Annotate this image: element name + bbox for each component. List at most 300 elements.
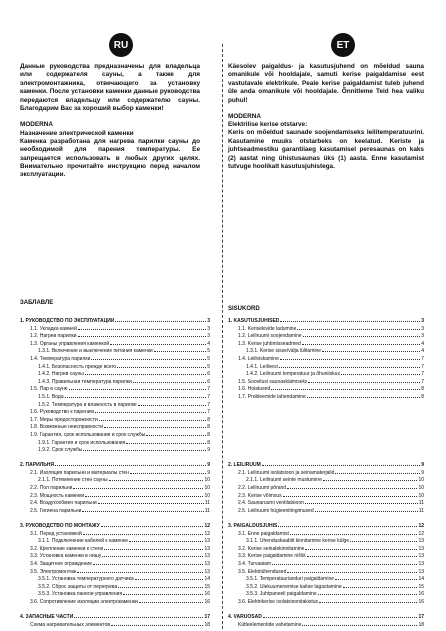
toc-entry-page: 9 — [207, 469, 210, 476]
toc-entry-label: 1.9.2. Срок службы — [38, 447, 83, 454]
toc-entry-page: 17 — [204, 614, 210, 621]
toc-leader-dots — [302, 341, 420, 345]
toc-entry-page: 16 — [204, 598, 210, 605]
toc-leader-dots — [126, 440, 206, 444]
toc-entry-page: 8 — [207, 439, 210, 446]
toc-entry-page: 8 — [207, 416, 210, 423]
toc-entry-page: 15 — [418, 583, 424, 590]
toc-entry-page: 16 — [418, 591, 424, 598]
toc-entry[interactable] — [228, 569, 424, 577]
toc-entry-page: 3 — [207, 325, 210, 332]
toc-spacer — [228, 455, 424, 463]
toc-entry-page: 11 — [418, 507, 424, 514]
toc-entry-page: 7 — [421, 371, 424, 378]
toc-leader-dots — [305, 500, 418, 504]
toc-entry-page: 4 — [421, 340, 424, 347]
toc-entry-label: 3.6. Elektrikerise isolatsioonitakistus — [238, 598, 319, 605]
toc-entry-page: 4 — [207, 340, 210, 347]
toc-entry-page: 4 — [421, 348, 424, 355]
toc-leader-dots — [343, 584, 418, 588]
toc-entry-label: 1.9. Гарантия, срок использования и срок службы — [30, 431, 146, 438]
toc-entry[interactable] — [20, 546, 210, 554]
toc-entry[interactable] — [228, 584, 424, 592]
toc-leader-dots — [280, 318, 420, 322]
toc-entry[interactable] — [20, 508, 210, 516]
toc-entry-page: 14 — [204, 576, 210, 583]
toc-entry[interactable] — [20, 440, 210, 448]
toc-entry-page: 10 — [418, 477, 424, 484]
toc-entry[interactable] — [20, 326, 210, 334]
toc-entry[interactable] — [20, 599, 210, 607]
toc-entry[interactable] — [228, 477, 424, 485]
toc-entry-page: 10 — [204, 485, 210, 492]
toc-entry[interactable] — [20, 470, 210, 478]
toc-entry-page: 15 — [204, 583, 210, 590]
toc-entry-label: 3.4. Защитное ограждение — [30, 561, 92, 567]
toc-spacer — [228, 402, 424, 410]
toc-leader-dots — [139, 599, 204, 603]
toc-entry-page: 8 — [421, 386, 424, 393]
toc-entry-label: 4. VARUOSAD — [228, 614, 262, 621]
toc-entry-label: 3.5.2. Сброс защиты от перегрева — [38, 583, 118, 590]
toc-entry[interactable] — [20, 333, 210, 341]
toc-entry-label: 1.5. Пар в сауне — [30, 386, 68, 393]
toc-entry-page: 13 — [418, 553, 424, 560]
toc-entry-label: 2.1. Изоляция парильни и материалы стен — [30, 469, 129, 476]
toc-entry-page: 6 — [207, 378, 210, 385]
toc-entry-label: 3. РУКОВОДСТВО ПО МОНТАЖУ — [20, 523, 100, 530]
toc-entry-page: 17 — [418, 614, 424, 621]
toc-leader-dots — [130, 470, 206, 474]
toc-entry[interactable] — [20, 318, 210, 326]
toc-leader-dots — [98, 500, 204, 504]
toc-entry-label: 1.6. Руководство к парению — [30, 409, 95, 416]
toc-leader-dots — [109, 477, 204, 481]
toc-leader-dots — [279, 364, 421, 368]
toc-entry[interactable] — [228, 462, 424, 470]
toc-leader-dots — [123, 591, 203, 595]
toc-entry-label: 1.2. Нагрев парилки — [30, 333, 77, 340]
toc-entry-page: 13 — [204, 538, 210, 545]
toc-entry[interactable] — [20, 424, 210, 432]
toc-leader-dots — [115, 318, 206, 322]
toc-leader-dots — [111, 622, 203, 626]
toc-leader-dots — [110, 341, 206, 345]
toc-entry-page: 12 — [204, 523, 210, 530]
toc-entry-page: 10 — [204, 477, 210, 484]
toc-leader-dots — [335, 470, 420, 474]
toc-entry-label: 1. KASUTUSJUHISED — [228, 318, 280, 324]
toc-entry-page: 6 — [207, 371, 210, 378]
toc-entry-label: 1.5.1. Вода — [38, 393, 64, 400]
toc-entry-label: 2. LEILIRUUM — [228, 462, 261, 469]
toc-entry-page: 18 — [418, 621, 424, 628]
toc-entry-page: 5 — [207, 363, 210, 370]
toc-leader-dots — [133, 379, 206, 383]
toc-entry-label: 3.2. Kerise seinalekinnitamine — [238, 545, 305, 552]
toc-leader-dots — [95, 409, 206, 413]
toc-entry-page: 10 — [204, 492, 210, 499]
toc-entry[interactable] — [20, 462, 210, 470]
toc-entry[interactable] — [20, 432, 210, 440]
intro-column-ru — [20, 63, 200, 180]
toc-entry-page: 13 — [204, 545, 210, 552]
intro-paragraph: Данные руководства предназначены для владельца или содержателя сауны, а также для электромонтажника, отвечающего за установку каменки. После установки каменки данные руководства передаются владельцу или содержателю сауны. Благодарим Вас за хороший выбор каменки! — [20, 63, 200, 113]
toc-entry[interactable] — [20, 348, 210, 356]
toc-entry-label: 2.4. Воздухообмен парильни — [30, 500, 97, 507]
toc-leader-dots — [118, 584, 203, 588]
toc-spacer — [228, 409, 424, 417]
toc-entry[interactable] — [20, 447, 210, 455]
toc-entry[interactable] — [20, 379, 210, 387]
toc-spacer — [228, 417, 424, 425]
toc-leader-dots — [308, 379, 420, 383]
toc-leader-dots — [318, 591, 418, 595]
toc-entry-page: 16 — [204, 591, 210, 598]
toc-entry[interactable] — [20, 493, 210, 501]
toc-entry[interactable] — [228, 531, 424, 539]
toc-leader-dots — [303, 333, 421, 337]
toc-leader-dots — [73, 485, 203, 489]
toc-entry[interactable] — [228, 326, 424, 334]
toc-entry-page: 16 — [418, 598, 424, 605]
toc-entry-label: 3.3. Kerise paigaldamine niššii — [238, 553, 306, 560]
toc-entry[interactable] — [20, 561, 210, 569]
toc-entry-label: 3.2. Крепление каменки к стене — [30, 545, 104, 552]
toc-entry[interactable] — [20, 622, 210, 630]
toc-leader-dots — [104, 546, 203, 550]
purpose-paragraph: Каменка разработана для нагрева парилки сауны до необходимой для парения температуры. Ее запрещается использовать в любых других целях. Внимательно прочитайте инструкцию перед началом эксплуатации. — [20, 137, 200, 179]
toc-entry[interactable] — [228, 485, 424, 493]
toc-entry-label: 3.5. Электромонтаж — [30, 568, 77, 575]
toc-entry[interactable] — [20, 591, 210, 599]
toc-entry[interactable] — [20, 614, 210, 622]
toc-entry-page: 13 — [204, 568, 210, 575]
toc-leader-dots — [101, 523, 204, 527]
toc-entry[interactable] — [20, 409, 210, 417]
toc-entry[interactable] — [228, 371, 424, 379]
toc-entry-page: 3 — [207, 318, 210, 324]
toc-entry[interactable] — [228, 553, 424, 561]
toc-leader-dots — [262, 462, 420, 466]
toc-entry-label: 3.1.1. Ühenduskaablit kinnitamine kerise külge — [246, 538, 350, 545]
toc-entry[interactable] — [228, 348, 424, 356]
toc-leader-dots — [290, 531, 418, 535]
toc-entry[interactable] — [20, 394, 210, 402]
toc-leader-dots — [319, 599, 417, 603]
toc-entry-page: 13 — [418, 538, 424, 545]
toc-entry[interactable] — [228, 356, 424, 364]
toc-entry[interactable] — [20, 500, 210, 508]
intro-column-et — [228, 63, 424, 171]
toc-spacer — [228, 447, 424, 455]
toc-entry[interactable] — [228, 538, 424, 546]
toc-leader-dots — [280, 356, 420, 360]
toc-entry-page: 11 — [204, 500, 210, 507]
toc-title: SISUKORD — [228, 306, 260, 312]
toc-entry-page: 8 — [207, 431, 210, 438]
toc-entry-label: 2.5. Leiliruumi hügieenitingimused — [238, 507, 314, 514]
toc-leader-dots — [85, 371, 206, 375]
toc-entry-label: 3.5.3. Установка панели управления — [38, 591, 123, 598]
toc-entry-page: 10 — [418, 492, 424, 499]
toc-leader-dots — [341, 371, 420, 375]
table-of-contents-ru — [20, 318, 210, 629]
table-of-contents-et — [228, 318, 424, 629]
toc-leader-dots — [278, 523, 417, 527]
toc-entry[interactable] — [228, 622, 424, 630]
toc-entry[interactable] — [20, 523, 210, 531]
toc-entry-label: 2. ПАРИЛЬНЯ — [20, 462, 54, 469]
toc-entry-label: 1.3.1. Kerise sisse/välja lülitamine — [246, 348, 322, 355]
toc-entry[interactable] — [228, 493, 424, 501]
toc-entry-page: 8 — [421, 393, 424, 400]
toc-entry-label: 1.3. Kerise juhtimisseadmed — [238, 340, 301, 347]
toc-entry-page: 8 — [207, 424, 210, 431]
toc-entry-page: 12 — [204, 530, 210, 537]
intro-paragraph: Käesolev paigaldus- ja kasutusjuhend on mõeldud sauna omanikule või hooldajale, samuti kerise paigaldamise eest vastutavale elektrikule. Peale kerise paigaldamist tuleb juhend üle anda omanikule või hooldajale. Õnnitleme Teid hea valiku puhul! — [228, 63, 424, 104]
toc-leader-dots — [335, 576, 417, 580]
toc-entry-page: 9 — [421, 469, 424, 476]
toc-spacer — [228, 440, 424, 448]
language-badge-ru: RU — [109, 33, 133, 57]
toc-leader-dots — [271, 386, 420, 390]
toc-entry-page: 13 — [418, 545, 424, 552]
toc-entry-label: 3.5. Elektriühendused — [238, 568, 287, 575]
toc-entry-label: 1.3.1. Включение и выключение питания каменки — [38, 348, 153, 355]
toc-entry[interactable] — [20, 531, 210, 539]
toc-entry-page: 13 — [418, 561, 424, 567]
toc-entry-label: 2.2. Пол парильни — [30, 485, 73, 492]
toc-entry-label: 1.4.2. Нагрев сауны — [38, 371, 84, 378]
toc-entry-label: 1.4.2. Leiliruumi temperatuur ja õhuniiskus — [246, 371, 340, 378]
toc-entry-label: 1.5. Soovitusi saunaskäimiseks — [238, 378, 308, 385]
toc-entry[interactable] — [20, 576, 210, 584]
toc-entry-label: 3.1. Enne paigaldamist — [238, 530, 289, 537]
toc-entry-label: 2.2. Leiliruumi põrand — [238, 485, 287, 492]
toc-entry[interactable] — [228, 364, 424, 372]
toc-leader-dots — [78, 326, 206, 330]
toc-entry-page: 5 — [207, 355, 210, 362]
toc-entry-label: 2.1.1. Потемнение стен сауны — [38, 477, 108, 484]
toc-spacer — [228, 432, 424, 440]
toc-entry-page: 12 — [418, 530, 424, 537]
toc-entry[interactable] — [228, 318, 424, 326]
toc-entry-label: Схема нагревательных элементов — [30, 621, 111, 628]
toc-entry[interactable] — [20, 477, 210, 485]
toc-entry-label: 3.3. Установка каменки в нишу — [30, 553, 102, 560]
toc-entry[interactable] — [20, 553, 210, 561]
toc-entry-label: 1.1. Укладка камней — [30, 325, 77, 332]
toc-entry-label: 1.5.2. Температура и влажность в парилке — [38, 401, 137, 408]
toc-entry-label: 1.6. Hoiatused — [238, 386, 271, 393]
toc-entry-label: 2.3. Kerise võimsus — [238, 492, 282, 499]
toc-leader-dots — [55, 462, 206, 466]
toc-entry[interactable] — [20, 485, 210, 493]
toc-leader-dots — [154, 348, 207, 352]
toc-entry-page: 9 — [207, 447, 210, 454]
toc-entry-label: 2.4. Saunaruumi ventilatsioon — [238, 500, 304, 507]
toc-entry-label: 3.5.2. Ülekuumenemise kaitse tagastamine — [246, 583, 342, 590]
toc-entry-page: 11 — [418, 500, 424, 507]
toc-entry[interactable] — [20, 386, 210, 394]
toc-entry-page: 9 — [421, 462, 424, 469]
toc-entry-page: 3 — [421, 333, 424, 340]
toc-leader-dots — [82, 508, 203, 512]
toc-entry-label: 1. РУКОВОДСТВО ПО ЭКСПЛУАТАЦИИ — [20, 318, 115, 324]
toc-spacer — [228, 607, 424, 615]
purpose-heading: Назначение электрической каменки — [20, 129, 134, 137]
toc-leader-dots — [323, 477, 418, 481]
toc-entry-label: 2.5. Гигиена парильни — [30, 507, 82, 514]
toc-entry-label: 1.2. Leiliruumi soojendamine — [238, 333, 302, 340]
toc-leader-dots — [129, 538, 203, 542]
toc-entry-label: 1.9.1. Гарантия и срок использования — [38, 439, 126, 446]
toc-entry-page: 7 — [207, 393, 210, 400]
toc-entry[interactable] — [228, 546, 424, 554]
toc-entry-page: 9 — [207, 462, 210, 469]
toc-leader-dots — [102, 553, 203, 557]
toc-entry-label: 1.8. Возможные неисправности — [30, 424, 103, 431]
toc-entry-label: 1.3. Органы управления каменкой — [30, 340, 110, 347]
toc-leader-dots — [263, 614, 418, 618]
toc-leader-dots — [297, 326, 420, 330]
purpose-paragraph: Keris on mõeldud saunade soojendamiseks leilitemperatuurini. Kasutamine muuks otstarbeks on keelatud. Keriste ja juhtseadmestiku garantiiaeg kasutamisel peresaunas on kaks (2) aastat ning ühistusaunas üks (1) aasta. Enne kasutamist tutvuge hoolikalt kasutusjuhistega. — [228, 129, 424, 171]
toc-entry[interactable] — [228, 333, 424, 341]
toc-leader-dots — [69, 386, 207, 390]
toc-entry-page: 3 — [421, 325, 424, 332]
toc-leader-dots — [146, 432, 206, 436]
toc-entry-page: 5 — [207, 348, 210, 355]
purpose-heading: Elektrilise kerise otstarve: — [228, 121, 308, 129]
toc-leader-dots — [99, 417, 206, 421]
toc-leader-dots — [135, 576, 204, 580]
toc-entry-label: 1.4. Leiliviskamine — [238, 355, 279, 362]
toc-leader-dots — [85, 493, 203, 497]
toc-entry-page: 3 — [421, 318, 424, 324]
toc-title: ЗАБЛАВЛЕ — [20, 300, 54, 306]
toc-entry[interactable] — [228, 591, 424, 599]
toc-leader-dots — [138, 402, 207, 406]
toc-entry-page: 7 — [207, 401, 210, 408]
toc-entry-page: 12 — [418, 523, 424, 530]
toc-leader-dots — [65, 394, 207, 398]
toc-leader-dots — [117, 364, 206, 368]
toc-leader-dots — [350, 538, 417, 542]
toc-leader-dots — [74, 614, 203, 618]
toc-entry[interactable] — [228, 394, 424, 402]
toc-entry[interactable] — [228, 576, 424, 584]
language-badge-et: ET — [331, 33, 355, 57]
toc-entry[interactable] — [20, 584, 210, 592]
toc-entry[interactable] — [20, 417, 210, 425]
toc-entry-label: 2.1. Leiliruumi isolatsioon ja seinamaterjalid — [238, 469, 335, 476]
toc-spacer — [20, 515, 210, 523]
toc-entry-label: 3.1. Перед установкой — [30, 530, 82, 537]
toc-entry-page: 13 — [204, 561, 210, 567]
toc-leader-dots — [93, 561, 203, 565]
toc-entry[interactable] — [228, 599, 424, 607]
toc-entry-label: 2.3. Мощность каменки — [30, 492, 85, 499]
toc-entry[interactable] — [228, 470, 424, 478]
toc-entry-label: Kütteelementide vahetamine — [238, 621, 302, 628]
toc-entry[interactable] — [228, 386, 424, 394]
toc-leader-dots — [287, 485, 417, 489]
toc-entry[interactable] — [20, 356, 210, 364]
toc-entry[interactable] — [20, 569, 210, 577]
toc-entry[interactable] — [228, 500, 424, 508]
toc-entry-page: 7 — [421, 363, 424, 370]
toc-entry-page: 11 — [204, 507, 210, 514]
toc-entry-page: 13 — [204, 553, 210, 560]
toc-leader-dots — [302, 622, 417, 626]
toc-leader-dots — [77, 569, 203, 573]
toc-entry[interactable] — [20, 364, 210, 372]
toc-entry-label: 1.4.1. Leilivesi — [246, 363, 278, 370]
toc-spacer — [20, 607, 210, 615]
toc-entry-label: 3. PAIGALDUSJUHIS — [228, 523, 278, 530]
toc-entry-label: 2.1.1. Leiliruumi seinte mustumine — [246, 477, 322, 484]
toc-entry-label: 3.5.1. Установка температурного датчика — [38, 576, 134, 583]
toc-spacer — [228, 515, 424, 523]
toc-entry-page: 3 — [207, 333, 210, 340]
toc-leader-dots — [104, 424, 206, 428]
toc-entry-label: 3.5.1. Temperatuurianduri paigaldamine — [246, 576, 335, 583]
toc-spacer — [20, 455, 210, 463]
toc-entry[interactable] — [228, 523, 424, 531]
toc-entry-label: 1.4.1. Безопасность прежде всего — [38, 363, 117, 370]
toc-leader-dots — [307, 553, 418, 557]
toc-entry-label: 3.4. Turvaaiam — [238, 561, 272, 567]
toc-entry-page: 7 — [421, 355, 424, 362]
toc-entry-label: 3.5.3. Juhtpaneeli paigaldamine — [246, 591, 317, 598]
toc-entry-page: 7 — [207, 409, 210, 416]
toc-leader-dots — [315, 508, 418, 512]
toc-entry[interactable] — [228, 508, 424, 516]
toc-entry[interactable] — [20, 402, 210, 410]
toc-entry-label: 1.1. Kerisekivide ladumine — [238, 325, 297, 332]
column-divider — [222, 44, 223, 629]
toc-entry-page: 10 — [418, 485, 424, 492]
toc-entry[interactable] — [20, 341, 210, 349]
toc-leader-dots — [287, 569, 417, 573]
toc-entry-page: 13 — [418, 568, 424, 575]
toc-entry-label: 1.4.3. Правильная температура парилки — [38, 378, 132, 385]
toc-leader-dots — [307, 394, 420, 398]
toc-leader-dots — [283, 493, 418, 497]
product-name: MODERNA — [228, 113, 262, 121]
toc-entry[interactable] — [228, 614, 424, 622]
toc-entry-page: 7 — [207, 386, 210, 393]
toc-leader-dots — [91, 356, 206, 360]
toc-entry[interactable] — [228, 379, 424, 387]
toc-entry[interactable] — [228, 341, 424, 349]
toc-entry-label: 3.6. Сопротивление изоляции электрокаменки — [30, 598, 138, 605]
toc-leader-dots — [78, 333, 207, 337]
toc-entry[interactable] — [20, 538, 210, 546]
toc-entry-label: 1.7. Probleemide lahendamine — [238, 393, 306, 400]
product-name: MODERNA — [20, 121, 54, 129]
toc-leader-dots — [83, 447, 206, 451]
toc-entry-page: 14 — [418, 576, 424, 583]
toc-entry[interactable] — [228, 561, 424, 569]
toc-leader-dots — [322, 348, 420, 352]
toc-leader-dots — [272, 561, 417, 565]
toc-entry-page: 18 — [204, 621, 210, 628]
toc-entry-label: 3.1.1. Подключение кабелей к каменке — [38, 538, 129, 545]
toc-entry[interactable] — [20, 371, 210, 379]
toc-entry-label: 1.7. Меры предосторожности — [30, 416, 98, 423]
